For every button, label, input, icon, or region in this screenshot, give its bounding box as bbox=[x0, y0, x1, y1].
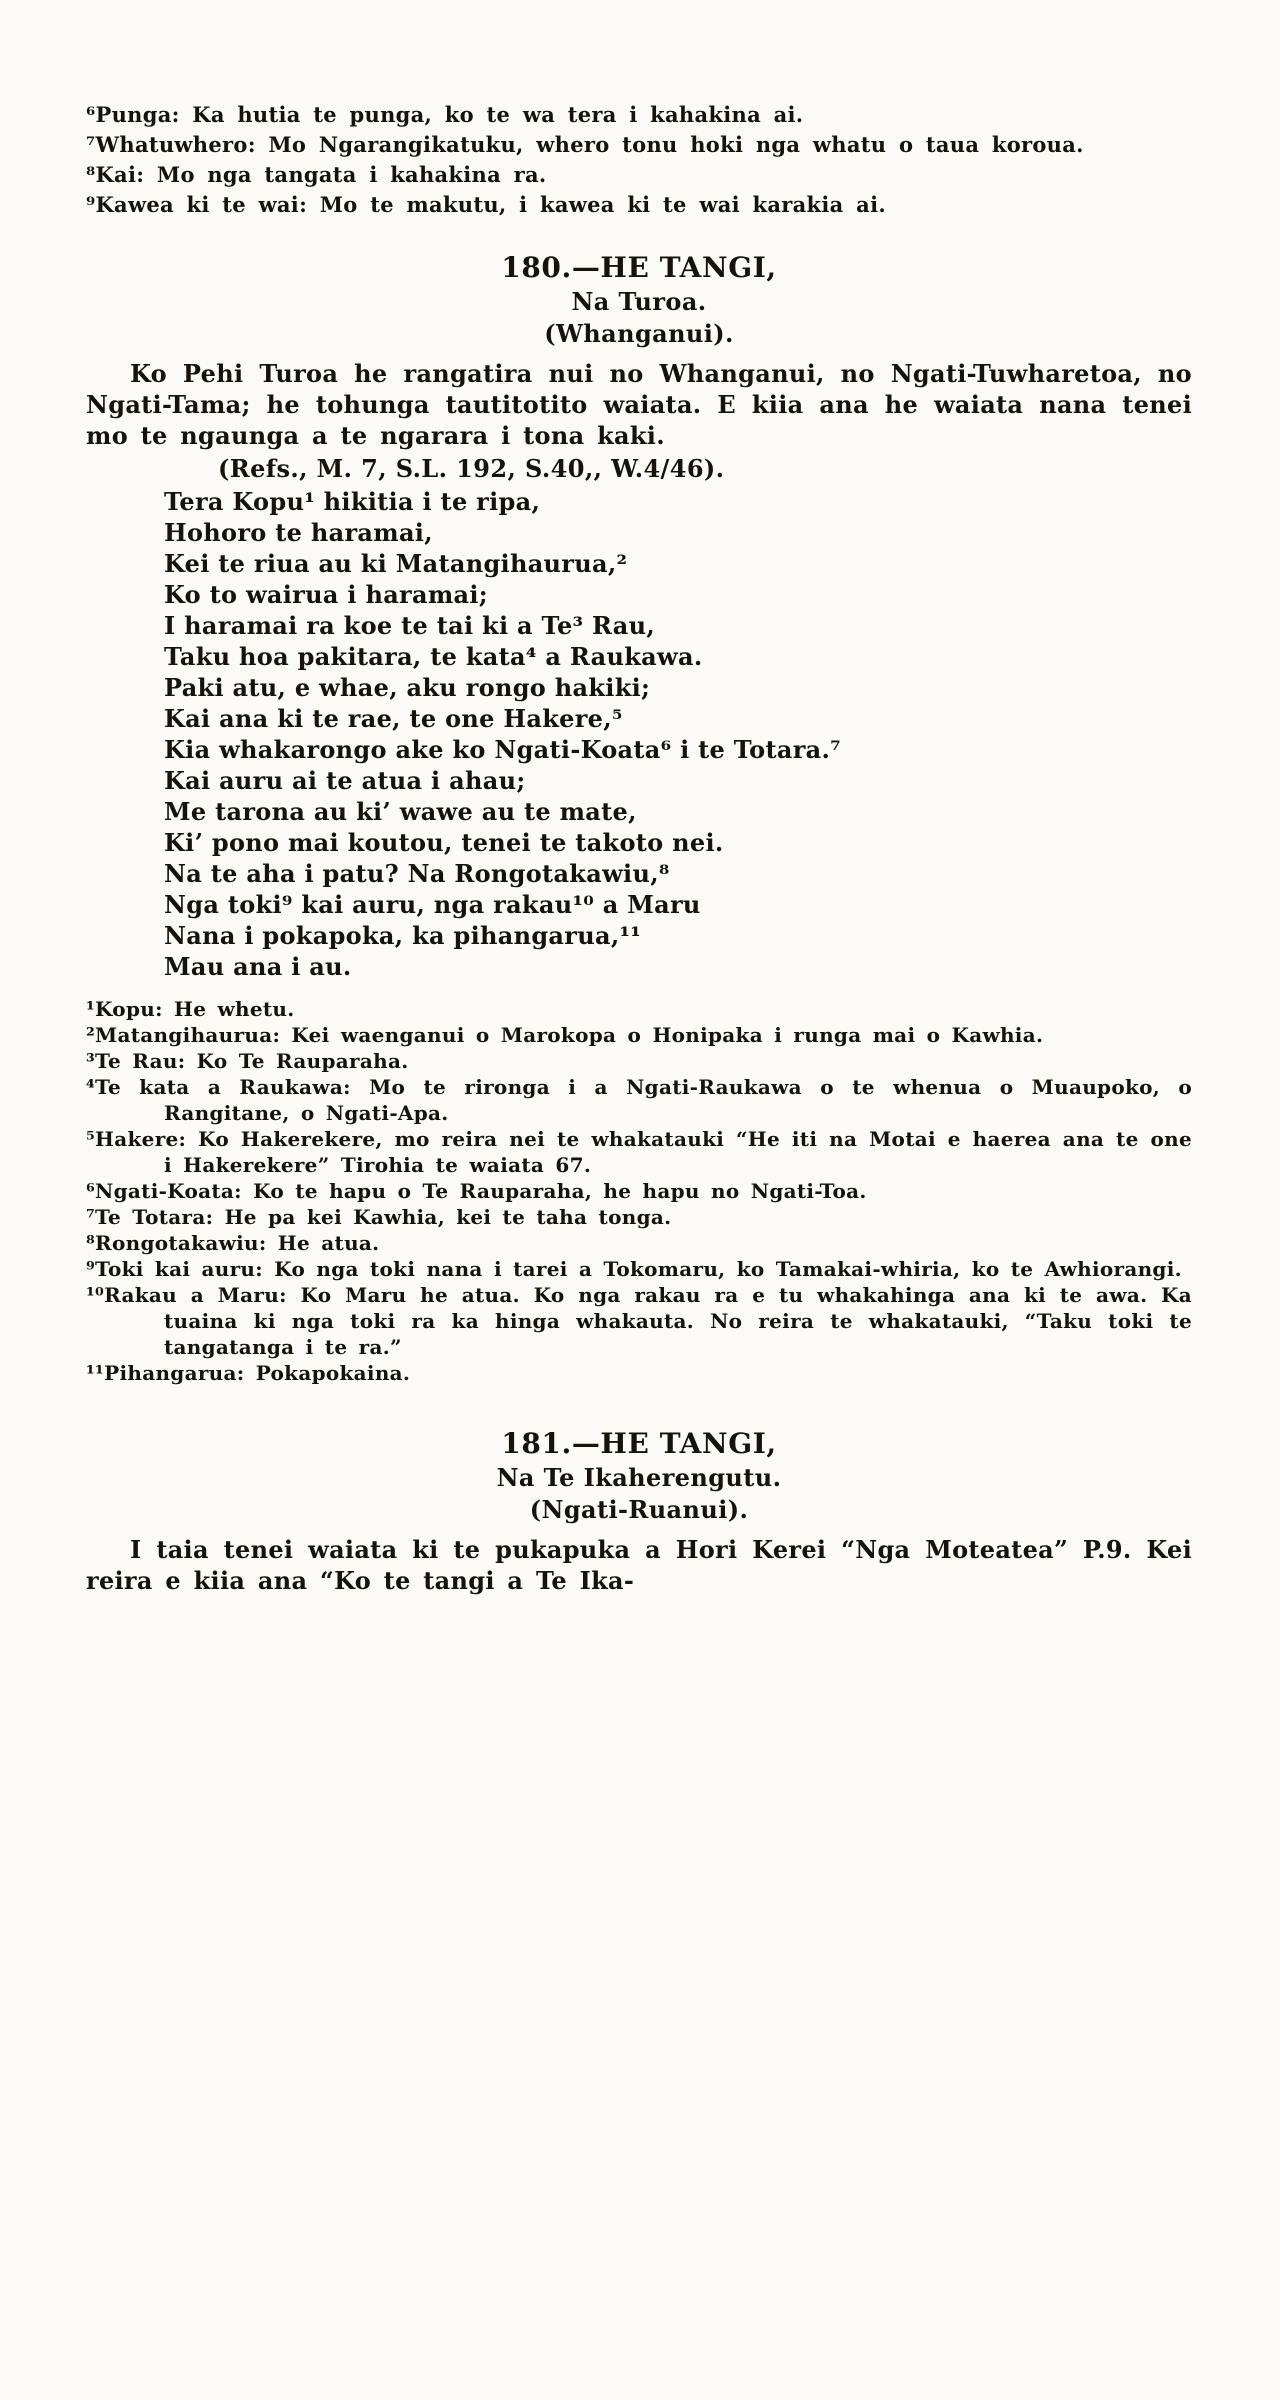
poem-line: Tera Kopu¹ hikitia i te ripa, bbox=[164, 487, 541, 516]
poem-line: Kei te riua au ki Matangihaurua,² bbox=[164, 549, 628, 578]
poem-line: Ki’ pono mai koutou, tenei te takoto nei. bbox=[164, 828, 724, 857]
footnote-line: ⁷Te Totara: He pa kei Kawhia, kei te taha tonga. bbox=[86, 1205, 672, 1229]
refs-line: (Refs., M. 7, S.L. 192, S.40,, W.4/46). bbox=[218, 454, 725, 483]
poem-line: Kai ana ki te rae, te one Hakere,⁵ bbox=[164, 704, 623, 733]
poem-line: Me tarona au ki’ wawe au te mate, bbox=[164, 797, 637, 826]
poem-line: Kai auru ai te atua i ahau; bbox=[164, 766, 526, 795]
footnote-line: ¹Kopu: He whetu. bbox=[86, 997, 295, 1021]
poem-180 bbox=[164, 486, 1192, 982]
footnote-line: ¹¹Pihangarua: Pokapokaina. bbox=[86, 1361, 411, 1385]
section-number-title: 181.—HE TANGI, bbox=[501, 1427, 777, 1460]
footnote-line: ⁷Whatuwhero: Mo Ngarangikatuku, whero tonu hoki nga whatu o taua koroua. bbox=[86, 132, 1084, 157]
footnote-line: ⁹Toki kai auru: Ko nga toki nana i tarei a Tokomaru, ko Tamakai-whiria, ko te Awhiorangi. bbox=[86, 1257, 1182, 1281]
section-byline: Na Turoa. bbox=[571, 287, 707, 316]
poem-line: I haramai ra koe te tai ki a Te³ Rau, bbox=[164, 611, 656, 640]
section-intro: I taia tenei waiata ki te pukapuka a Hori Kerei “Nga Moteatea” P.9. Kei reira e kiia ana “Ko te tangi a Te Ika- bbox=[86, 1535, 1192, 1595]
section-180 bbox=[86, 250, 1192, 1386]
section-intro: Ko Pehi Turoa he rangatira nui no Whanganui, no Ngati-Tuwharetoa, no Ngati-Tama; he tohunga tautitotito waiata. E kiia ana he waiata nana tenei mo te ngaunga a te ngarara i tona kaki. bbox=[86, 359, 1192, 450]
poem-line: Na te aha i patu? Na Rongotakawiu,⁸ bbox=[164, 859, 670, 888]
footnote-line: ⁸Kai: Mo nga tangata i kahakina ra. bbox=[86, 162, 547, 187]
section-byline: Na Te Ikaherengutu. bbox=[496, 1463, 782, 1492]
footnote-line: ⁸Rongotakawiu: He atua. bbox=[86, 1231, 380, 1255]
footnote-line: ¹⁰Rakau a Maru: Ko Maru he atua. Ko nga rakau ra e tu whakahinga ana ki te awa. Ka tuaina ki nga toki ra ka hinga whakauta. No reira te whakatauki, “Taku toki te tangatanga i te ra.” bbox=[86, 1283, 1192, 1359]
section-number-title: 180.—HE TANGI, bbox=[501, 251, 777, 284]
poem-line: Hohoro te haramai, bbox=[164, 518, 433, 547]
footnote-line: ⁹Kawea ki te wai: Mo te makutu, i kawea ki te wai karakia ai. bbox=[86, 192, 886, 217]
section-tribe: (Ngati-Ruanui). bbox=[529, 1495, 749, 1524]
poem-line: Paki atu, e whae, aku rongo hakiki; bbox=[164, 673, 651, 702]
previous-footnotes bbox=[86, 100, 1192, 220]
section-tribe: (Whanganui). bbox=[544, 319, 734, 348]
poem-line: Nana i pokapoka, ka pihangarua,¹¹ bbox=[164, 921, 642, 950]
poem-line: Taku hoa pakitara, te kata⁴ a Raukawa. bbox=[164, 642, 703, 671]
footnote-line: ³Te Rau: Ko Te Rauparaha. bbox=[86, 1049, 409, 1073]
poem-line: Ko to wairua i haramai; bbox=[164, 580, 488, 609]
poem-line: Nga toki⁹ kai auru, nga rakau¹⁰ a Maru bbox=[164, 890, 701, 919]
footnote-line: ⁶Punga: Ka hutia te punga, ko te wa tera i kahakina ai. bbox=[86, 102, 804, 127]
footnote-line: ⁴Te kata a Raukawa: Mo te rironga i a Ngati-Raukawa o te whenua o Muaupoko, o Rangitane, o Ngati-Apa. bbox=[86, 1075, 1192, 1125]
footnote-line: ²Matangihaurua: Kei waenganui o Marokopa o Honipaka i runga mai o Kawhia. bbox=[86, 1023, 1044, 1047]
section-181-heading bbox=[86, 1426, 1192, 1526]
section-181 bbox=[86, 1426, 1192, 1596]
footnote-line: ⁶Ngati-Koata: Ko te hapu o Te Rauparaha, he hapu no Ngati-Toa. bbox=[86, 1179, 867, 1203]
footnote-line: ⁵Hakere: Ko Hakerekere, mo reira nei te whakatauki “He iti na Motai e haerea ana te one i Hakerekere” Tirohia te waiata 67. bbox=[86, 1127, 1192, 1177]
poem-line: Kia whakarongo ake ko Ngati-Koata⁶ i te Totara.⁷ bbox=[164, 735, 841, 764]
poem-line: Mau ana i au. bbox=[164, 952, 352, 981]
section-180-heading bbox=[86, 250, 1192, 350]
footnotes-180 bbox=[86, 996, 1192, 1386]
